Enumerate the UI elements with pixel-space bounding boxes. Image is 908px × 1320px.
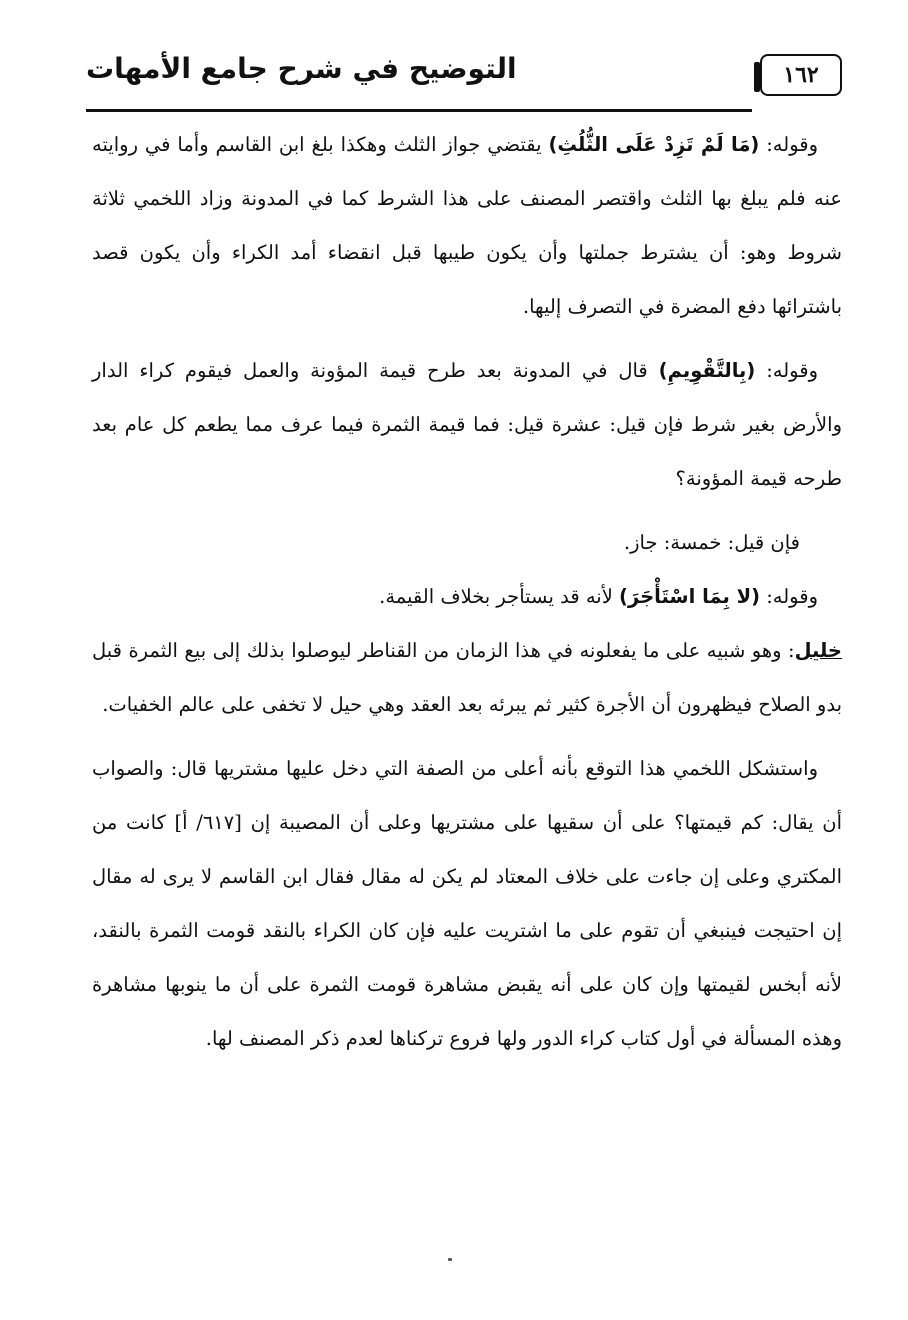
scan-speck — [448, 1258, 452, 1261]
page-number: ١٦٢ — [760, 54, 842, 96]
paragraph-text: : وهو شبيه على ما يفعلونه في هذا الزمان من القناطر ليوصلوا بذلك إلى بيع الثمرة قبل بدو الصلاح فيظهرون أن الأجرة كثير ثم يبرئه بعد العقد وهي حيل لا تخفى على عالم الخفيات. — [92, 639, 842, 716]
running-header — [86, 50, 842, 112]
paragraph-text: فإن قيل: خمسة: جاز. — [623, 531, 800, 554]
paragraph-6 — [92, 742, 842, 1066]
paragraph-3 — [92, 516, 842, 570]
paragraph-text: يقتضي جواز الثلث وهكذا بلغ ابن القاسم وأما في روايته عنه فلم يبلغ بها الثلث واقتصر المصنف على هذا الشرط كما في المدونة وزاد اللخمي ثلاثة شروط وهو: أن يشترط جملتها وأن يكون طيبها قبل انقضاء أمد الكراء وأن يكون قصد باشترائها دفع المضرة في التصرف إليها. — [92, 133, 842, 318]
paragraph-1 — [92, 118, 842, 334]
paragraph-text: واستشكل اللخمي هذا التوقع بأنه أعلى من الصفة التي دخل عليها مشتريها قال: والصواب أن يقال: كم قيمتها؟ على أن سقيها على مشتريها وعلى أن المصيبة إن [٦١٧/ أ] كانت من المكتري وعلى إن جاءت على خلاف المعتاد لم يكن له مقال فقال ابن القاسم لا يرى له مقال إن احتيجت فينبغي أن تقوم على ما اشتريت عليه فإن كان الكراء بالنقد قومت الثمرة بالنقد، لأنه أبخس لقيمتها وإن كان على أنه يقبض مشاهرة قومت الثمرة على أن ما ينوبها مشاهرة وهذه المسألة في أول كتاب كراء الدور ولها فروع تركناها لعدم ذكر المصنف لها. — [92, 757, 843, 1050]
quoted-matn: (بِالتَّقْوِيمِ) — [658, 359, 756, 382]
paragraph-lead: وقوله: — [755, 359, 818, 382]
paragraph-text: قال في المدونة بعد طرح قيمة المؤونة والعمل فيقوم كراء الدار والأرض بغير شرط فإن قيل: عشرة قيل: فما قيمة الثمرة فيما عرف مما يطعم كل عام بعد طرحه قيمة المؤونة؟ — [92, 359, 842, 490]
quoted-matn: (لا بِمَا اسْتَأْجَرَ) — [619, 585, 761, 608]
paragraph-4 — [92, 570, 842, 624]
paragraph-2 — [92, 344, 842, 506]
paragraph-lead: وقوله: — [760, 585, 818, 608]
paragraph-5 — [92, 624, 842, 732]
paragraph-lead: وقوله: — [759, 133, 819, 156]
speaker-name: خليل — [794, 639, 842, 662]
header-rule — [86, 109, 752, 112]
book-title: التوضيح في شرح جامع الأمهات — [86, 52, 517, 85]
paragraph-text: لأنه قد يستأجر بخلاف القيمة. — [379, 585, 620, 608]
quoted-matn: (مَا لَمْ تَزِدْ عَلَى الثُّلُثِ) — [548, 133, 760, 156]
page-body — [92, 118, 842, 1066]
